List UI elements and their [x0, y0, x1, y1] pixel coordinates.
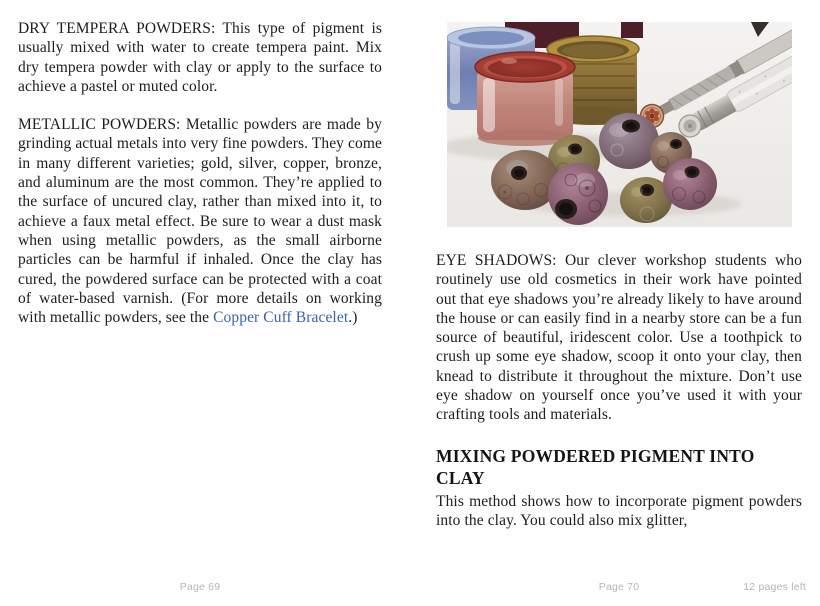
paragraph-eye-shadows-lead: EYE SHADOWS:: [436, 252, 557, 269]
paragraph-metallic-powders-text: Metallic powders are made by grinding actual metals into very fine powders. They come in many different varieties; gold, silver, copper, bronze, and aluminum are the most common. They’re applied to the surface of uncured clay, rather than mixed into it, to achieve a faux metal effect. Be sure to wear a dust mask when using metallic powders, as the small airborne particles can be harmful if inhaled. Once the clay has cured, the powdered surface can be protected with a coat of water-based varnish. (For more details on working with metallic powders, see the: [18, 116, 382, 327]
paragraph-metallic-powders: [18, 115, 382, 327]
pages-left-indicator: 12 pages left: [743, 581, 806, 593]
photo-red-jar: [475, 52, 575, 146]
section-heading-mixing-pigment: MIXING POWDERED PIGMENT INTO CLAY: [436, 445, 755, 488]
pigment-photo: [447, 22, 792, 227]
page-number-left: Page 69: [179, 581, 221, 593]
paragraph-mixing-method: This method shows how to incorporate pigment powders into the clay. You could also mix glitter,: [436, 492, 802, 529]
pigment-photo-illustration: [447, 22, 792, 227]
paragraph-eye-shadows: [436, 251, 802, 425]
paragraph-metallic-powders-lead: METALLIC POWDERS:: [18, 116, 181, 134]
paragraph-dry-tempera-lead: DRY TEMPERA POWDERS:: [18, 20, 216, 37]
paragraph-eye-shadows-text: Our clever workshop students who routinely use old cosmetics in their work have pointed out that eye shadows you’re already likely to have around the house or can easily find in a nearby store can be a fun source of beautiful, iridescent color. Use a toothpick to crush up some eye shadow, scoop it onto your clay, then knead to distribute it throughout the mixture. Don’t use eye shadow on yourself once you’ve used it with your crafting tools and materials.: [436, 252, 803, 424]
copper-cuff-bracelet-link[interactable]: Copper Cuff Bracelet: [213, 309, 349, 327]
paragraph-metallic-powders-close: .): [348, 309, 358, 327]
paragraph-dry-tempera-text: This type of pigment is usually mixed with water to create tempera paint. Mix dry tempera powder with clay or apply to the surface to achieve a pastel or muted color.: [18, 20, 382, 95]
left-page: [18, 19, 382, 346]
page-number-right: Page 70: [598, 581, 640, 593]
paragraph-dry-tempera: [18, 19, 382, 96]
right-page: [436, 19, 802, 549]
